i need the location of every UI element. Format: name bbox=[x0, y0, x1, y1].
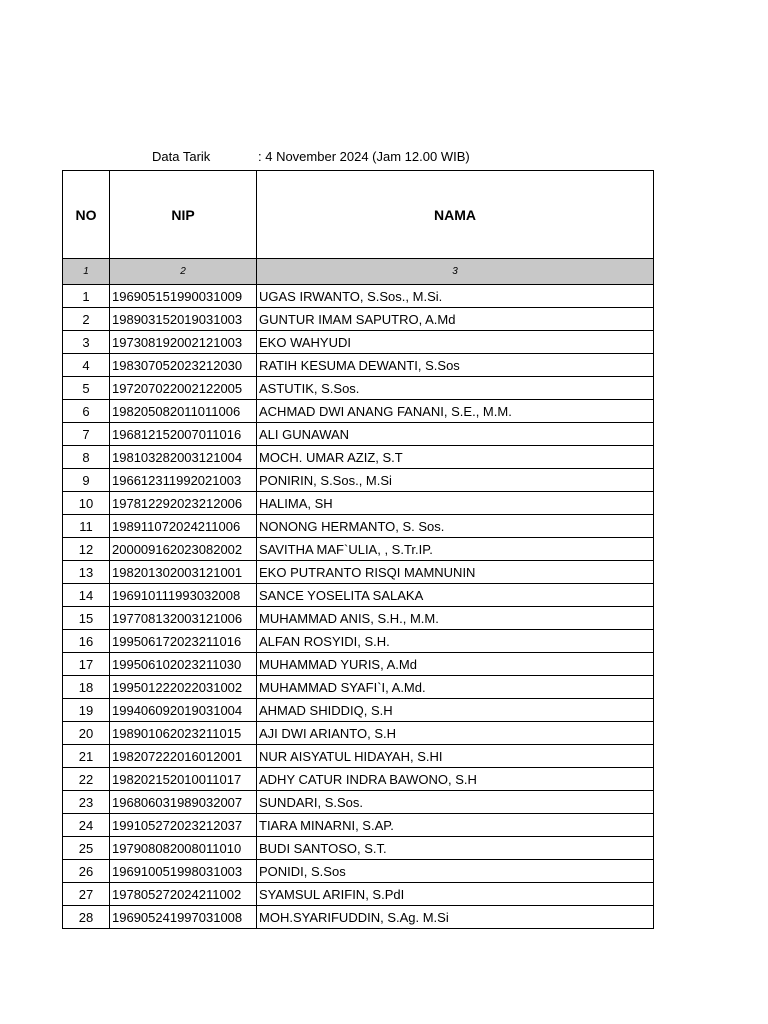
cell-nip: 198103282003121004 bbox=[110, 446, 257, 469]
cell-nip: 196806031989032007 bbox=[110, 791, 257, 814]
cell-nama: HALIMA, SH bbox=[257, 492, 654, 515]
table-row bbox=[63, 308, 654, 331]
cell-nama: SUNDARI, S.Sos. bbox=[257, 791, 654, 814]
cell-nama: ALFAN ROSYIDI, S.H. bbox=[257, 630, 654, 653]
header-nip: NIP bbox=[110, 171, 257, 259]
table-row bbox=[63, 538, 654, 561]
table-header-row bbox=[63, 171, 654, 259]
cell-nama: SAVITHA MAF`ULIA, , S.Tr.IP. bbox=[257, 538, 654, 561]
table-row bbox=[63, 883, 654, 906]
cell-no: 26 bbox=[63, 860, 110, 883]
cell-nama: GUNTUR IMAM SAPUTRO, A.Md bbox=[257, 308, 654, 331]
cell-no: 10 bbox=[63, 492, 110, 515]
cell-nip: 199506102023211030 bbox=[110, 653, 257, 676]
cell-no: 19 bbox=[63, 699, 110, 722]
table-row bbox=[63, 791, 654, 814]
cell-nama: PONIRIN, S.Sos., M.Si bbox=[257, 469, 654, 492]
cell-nip: 196910051998031003 bbox=[110, 860, 257, 883]
cell-nama: ADHY CATUR INDRA BAWONO, S.H bbox=[257, 768, 654, 791]
cell-nip: 197908082008011010 bbox=[110, 837, 257, 860]
cell-nama: EKO PUTRANTO RISQI MAMNUNIN bbox=[257, 561, 654, 584]
table-row bbox=[63, 285, 654, 308]
cell-no: 8 bbox=[63, 446, 110, 469]
cell-nama: BUDI SANTOSO, S.T. bbox=[257, 837, 654, 860]
cell-nama: UGAS IRWANTO, S.Sos., M.Si. bbox=[257, 285, 654, 308]
table-row bbox=[63, 676, 654, 699]
cell-nip: 196905151990031009 bbox=[110, 285, 257, 308]
cell-no: 1 bbox=[63, 285, 110, 308]
cell-no: 11 bbox=[63, 515, 110, 538]
table-row bbox=[63, 584, 654, 607]
cell-nama: AHMAD SHIDDIQ, S.H bbox=[257, 699, 654, 722]
table-row bbox=[63, 423, 654, 446]
cell-no: 2 bbox=[63, 308, 110, 331]
cell-no: 7 bbox=[63, 423, 110, 446]
cell-no: 17 bbox=[63, 653, 110, 676]
cell-no: 28 bbox=[63, 906, 110, 929]
table-row bbox=[63, 469, 654, 492]
table-body bbox=[63, 259, 654, 929]
cell-no: 27 bbox=[63, 883, 110, 906]
cell-nip: 196612311992021003 bbox=[110, 469, 257, 492]
cell-nip: 198911072024211006 bbox=[110, 515, 257, 538]
table-row bbox=[63, 561, 654, 584]
column-index-no: 1 bbox=[63, 259, 110, 285]
column-index-nip: 2 bbox=[110, 259, 257, 285]
data-tarik-value: : 4 November 2024 (Jam 12.00 WIB) bbox=[258, 149, 470, 164]
cell-no: 18 bbox=[63, 676, 110, 699]
cell-nip: 196910111993032008 bbox=[110, 584, 257, 607]
header-nama: NAMA bbox=[257, 171, 654, 259]
cell-no: 6 bbox=[63, 400, 110, 423]
cell-nama: MOCH. UMAR AZIZ, S.T bbox=[257, 446, 654, 469]
cell-no: 23 bbox=[63, 791, 110, 814]
table-row bbox=[63, 492, 654, 515]
table-row bbox=[63, 768, 654, 791]
table-row bbox=[63, 400, 654, 423]
cell-nip: 199105272023212037 bbox=[110, 814, 257, 837]
cell-nama: TIARA MINARNI, S.AP. bbox=[257, 814, 654, 837]
cell-nama: ASTUTIK, S.Sos. bbox=[257, 377, 654, 400]
cell-nip: 197308192002121003 bbox=[110, 331, 257, 354]
cell-no: 14 bbox=[63, 584, 110, 607]
cell-nip: 198307052023212030 bbox=[110, 354, 257, 377]
cell-no: 22 bbox=[63, 768, 110, 791]
cell-nama: ACHMAD DWI ANANG FANANI, S.E., M.M. bbox=[257, 400, 654, 423]
cell-nip: 200009162023082002 bbox=[110, 538, 257, 561]
column-index-row bbox=[63, 259, 654, 285]
table-row bbox=[63, 354, 654, 377]
cell-no: 21 bbox=[63, 745, 110, 768]
table-row bbox=[63, 630, 654, 653]
table-row bbox=[63, 745, 654, 768]
cell-nip: 197207022002122005 bbox=[110, 377, 257, 400]
table-row bbox=[63, 906, 654, 929]
column-index-nama: 3 bbox=[257, 259, 654, 285]
cell-nip: 196905241997031008 bbox=[110, 906, 257, 929]
table-row bbox=[63, 722, 654, 745]
table-row bbox=[63, 653, 654, 676]
cell-nip: 196812152007011016 bbox=[110, 423, 257, 446]
cell-nama: AJI DWI ARIANTO, S.H bbox=[257, 722, 654, 745]
cell-no: 5 bbox=[63, 377, 110, 400]
table-row bbox=[63, 814, 654, 837]
table-row bbox=[63, 515, 654, 538]
cell-nip: 198901062023211015 bbox=[110, 722, 257, 745]
cell-nip: 199406092019031004 bbox=[110, 699, 257, 722]
table-row bbox=[63, 446, 654, 469]
cell-no: 15 bbox=[63, 607, 110, 630]
cell-nama: MUHAMMAD YURIS, A.Md bbox=[257, 653, 654, 676]
cell-nama: MOH.SYARIFUDDIN, S.Ag. M.Si bbox=[257, 906, 654, 929]
cell-nama: ALI GUNAWAN bbox=[257, 423, 654, 446]
cell-nip: 198205082011011006 bbox=[110, 400, 257, 423]
cell-no: 16 bbox=[63, 630, 110, 653]
cell-no: 13 bbox=[63, 561, 110, 584]
cell-nama: NUR AISYATUL HIDAYAH, S.HI bbox=[257, 745, 654, 768]
cell-nip: 199506172023211016 bbox=[110, 630, 257, 653]
cell-no: 3 bbox=[63, 331, 110, 354]
cell-no: 20 bbox=[63, 722, 110, 745]
cell-no: 9 bbox=[63, 469, 110, 492]
cell-nip: 197708132003121006 bbox=[110, 607, 257, 630]
table-row bbox=[63, 860, 654, 883]
cell-nama: SANCE YOSELITA SALAKA bbox=[257, 584, 654, 607]
cell-nama: RATIH KESUMA DEWANTI, S.Sos bbox=[257, 354, 654, 377]
header-no: NO bbox=[63, 171, 110, 259]
cell-nip: 198207222016012001 bbox=[110, 745, 257, 768]
cell-nip: 197805272024211002 bbox=[110, 883, 257, 906]
cell-nama: MUHAMMAD SYAFI`I, A.Md. bbox=[257, 676, 654, 699]
cell-no: 4 bbox=[63, 354, 110, 377]
cell-nip: 198903152019031003 bbox=[110, 308, 257, 331]
cell-nama: MUHAMMAD ANIS, S.H., M.M. bbox=[257, 607, 654, 630]
cell-nip: 198201302003121001 bbox=[110, 561, 257, 584]
table-row bbox=[63, 607, 654, 630]
cell-no: 12 bbox=[63, 538, 110, 561]
cell-no: 25 bbox=[63, 837, 110, 860]
table-row bbox=[63, 377, 654, 400]
cell-nama: PONIDI, S.Sos bbox=[257, 860, 654, 883]
cell-nip: 199501222022031002 bbox=[110, 676, 257, 699]
employee-table bbox=[62, 170, 654, 929]
cell-nip: 197812292023212006 bbox=[110, 492, 257, 515]
cell-no: 24 bbox=[63, 814, 110, 837]
table-row bbox=[63, 699, 654, 722]
table-row bbox=[63, 837, 654, 860]
cell-nama: EKO WAHYUDI bbox=[257, 331, 654, 354]
data-tarik-label: Data Tarik bbox=[152, 149, 211, 164]
cell-nip: 198202152010011017 bbox=[110, 768, 257, 791]
cell-nama: SYAMSUL ARIFIN, S.PdI bbox=[257, 883, 654, 906]
cell-nama: NONONG HERMANTO, S. Sos. bbox=[257, 515, 654, 538]
table-row bbox=[63, 331, 654, 354]
